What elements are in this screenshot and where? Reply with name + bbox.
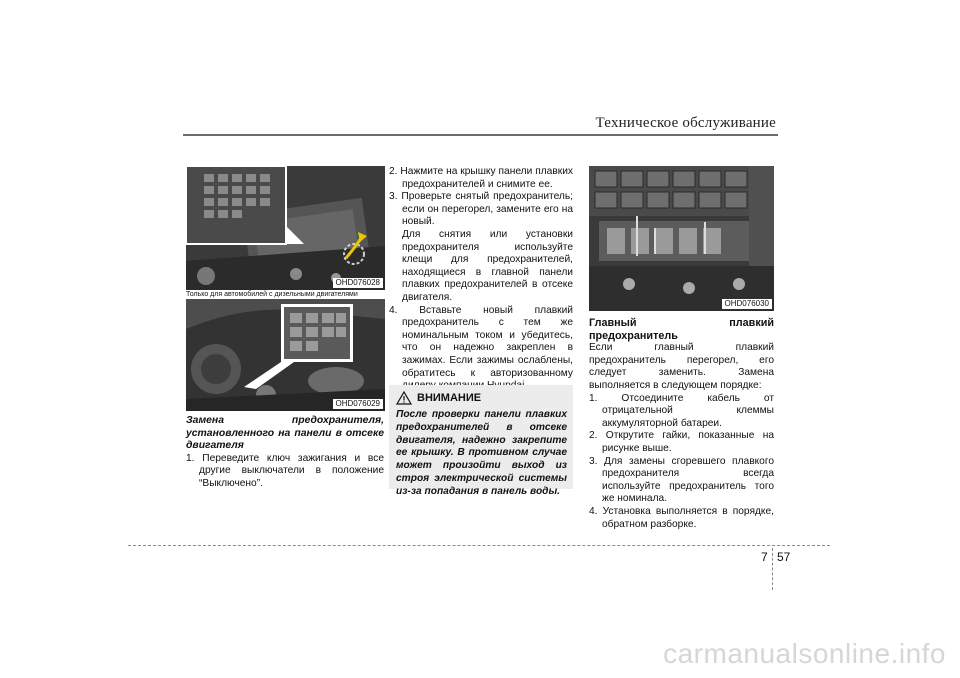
- procedure-heading: Замена предохранителя, установленного на панели в отсеке двигателя: [186, 415, 384, 452]
- procedure-step: 4. Установка выполняется в порядке, обратном разборке.: [589, 505, 774, 530]
- procedure-step: 3. Проверьте снятый предохранитель; если он перегорел, замените его на новый.: [389, 191, 573, 228]
- procedure-step: 1. Отсоедините кабель от отрицательной клеммы аккумуляторной батареи.: [589, 392, 774, 429]
- chapter-number: 7: [761, 550, 768, 564]
- column-1-text: [186, 415, 384, 491]
- page-number: 57: [777, 550, 791, 564]
- diesel-engine-illustration: [186, 299, 385, 411]
- warning-triangle-icon: [396, 391, 412, 405]
- column-3-text: [589, 317, 774, 531]
- warning-box: [389, 385, 573, 497]
- footer-rule: [128, 545, 830, 546]
- procedure-step: 1. Переведите ключ зажигания и все другие выключатели в положение “Выключено”.: [186, 452, 384, 489]
- photo-code: OHD076028: [333, 278, 383, 288]
- section-title: Техническое обслуживание: [595, 115, 776, 131]
- warning-title: ВНИМАНИЕ: [417, 392, 482, 404]
- main-fuse-intro: Если главный плавкий предохранитель перегорел, его следует заменить. Замена выполняется в следующем порядке:: [589, 342, 774, 391]
- page-number-divider: [772, 548, 773, 590]
- engine-bay-illustration: [186, 166, 385, 290]
- header-rule: [183, 134, 778, 136]
- procedure-note: Для снятия или установки предохранителя используйте клещи для предохранителей, находящиеся в главной панели плавких предохранителей в отсеке двигателя.: [402, 228, 573, 303]
- procedure-step: 2. Открутите гайки, показанные на рисунке выше.: [589, 430, 774, 454]
- warning-header: [396, 391, 567, 405]
- watermark: carmanualsonline.info: [663, 638, 946, 669]
- photo-code: OHD076029: [333, 399, 383, 409]
- main-fuse-illustration: [589, 166, 774, 311]
- photo-diesel-engine-bay: [186, 299, 385, 411]
- procedure-step: 2. Нажмите на крышку панели плавких предохранителей и снимите ее.: [389, 166, 573, 190]
- photo-caption: Только для автомобилей с дизельными двигателями: [186, 291, 358, 298]
- photo-fuse-panel-removal: [186, 166, 385, 290]
- procedure-step: 4. Вставьте новый плавкий предохранитель с тем же номинальным током и убедитесь, что он надежно закреплен в зажимах. Если зажимы ослаблены, обратитесь к авторизованному: [389, 304, 573, 379]
- photo-main-fuse: [589, 166, 774, 311]
- column-2-text: [389, 166, 573, 393]
- photo-code: OHD076030: [722, 299, 772, 309]
- procedure-step: 3. Для замены сгоревшего плавкого предохранителя всегда используйте предохранитель того же номинала.: [589, 455, 774, 505]
- warning-text: После проверки панели плавких предохранителей в отсеке двигателя, надежно закрепите ее крышку. В противном случае может произойти выход из строя электрической системы из-за попадания в панель воды.: [396, 409, 567, 497]
- main-fuse-heading: Главный плавкий предохранитель: [589, 317, 774, 342]
